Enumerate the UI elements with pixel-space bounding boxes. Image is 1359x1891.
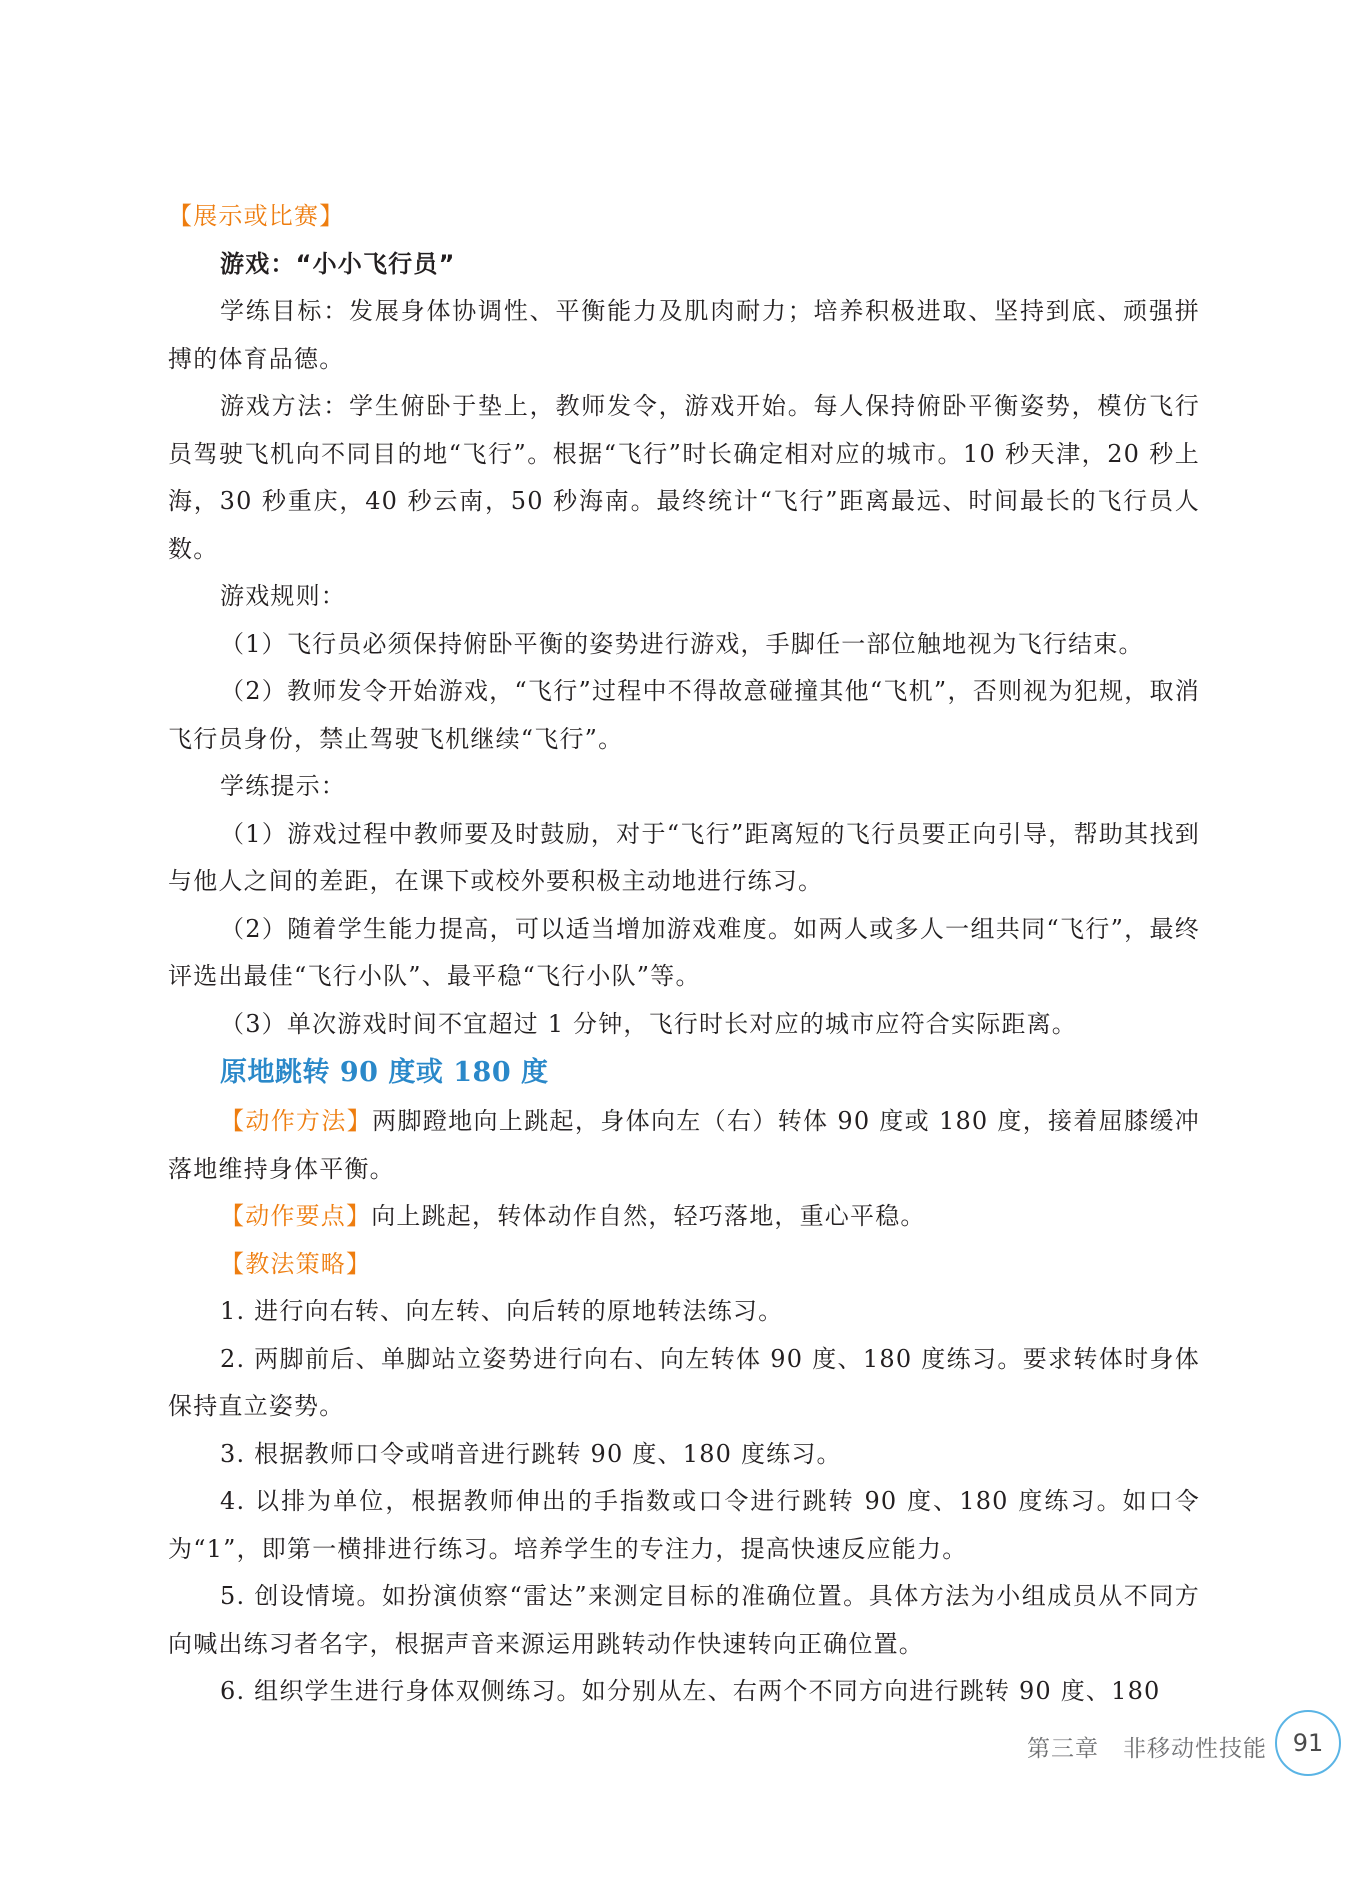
game-title: 游戏：“小小飞行员”: [220, 249, 456, 278]
strategy-item: 4. 以排为单位，根据教师伸出的手指数或口令进行跳转 90 度、180 度练习。如口令为“1”，即第一横排进行练习。培养学生的专注力，提高快速反应能力。: [168, 1487, 1200, 1563]
game-method: 游戏方法：学生俯卧于垫上，教师发令，游戏开始。每人保持俯卧平衡姿势，模仿飞行员驾驶飞机向不同目的地“飞行”。根据“飞行”时长确定相对应的城市。10 秒天津，20 秒上海，30 秒重庆，40 秒云南，50 秒海南。最终统计“飞行”距离最远、时间最长的飞行员人数。: [168, 392, 1200, 563]
strategy-item: 2. 两脚前后、单脚站立姿势进行向右、向左转体 90 度、180 度练习。要求转体时身体保持直立姿势。: [168, 1344, 1200, 1420]
section-tag-showcase: 【展示或比赛】: [168, 202, 345, 230]
page-number: 91: [1292, 1729, 1324, 1757]
page-number-badge: [1275, 1710, 1341, 1776]
strategy-item: 6. 组织学生进行身体双侧练习。如分别从左、右两个不同方向进行跳转 90 度、180: [220, 1677, 1161, 1705]
strategy-item: 1. 进行向右转、向左转、向后转的原地转法练习。: [220, 1297, 784, 1325]
action-points-tag: 【动作要点】: [220, 1202, 372, 1230]
game-tip-item: （2）随着学生能力提高，可以适当增加游戏难度。如两人或多人一组共同“飞行”，最终评选出最佳“飞行小队”、最平稳“飞行小队”等。: [168, 914, 1200, 990]
action-method-tag: 【动作方法】: [220, 1107, 373, 1135]
action-points-paragraph: [168, 1193, 1200, 1241]
game-tips-label: 学练提示：: [220, 772, 346, 800]
page-footer: [959, 1710, 1359, 1780]
page-content: [168, 193, 1200, 1716]
game-rule-item: （2）教师发令开始游戏，“飞行”过程中不得故意碰撞其他“飞机”，否则视为犯规，取消飞行员身份，禁止驾驶飞机继续“飞行”。: [168, 677, 1200, 753]
game-rules-label: 游戏规则：: [220, 582, 346, 610]
teaching-strategy-tag: 【教法策略】: [220, 1249, 372, 1278]
section-heading: 原地跳转 90 度或 180 度: [220, 1057, 549, 1088]
strategy-item: 5. 创设情境。如扮演侦察“雷达”来测定目标的准确位置。具体方法为小组成员从不同方向喊出练习者名字，根据声音来源运用跳转动作快速转向正确位置。: [168, 1582, 1200, 1658]
action-method-paragraph: [168, 1098, 1200, 1193]
game-tip-item: （3）单次游戏时间不宜超过 1 分钟，飞行时长对应的城市应符合实际距离。: [220, 1009, 1077, 1038]
game-goal: 学练目标：发展身体协调性、平衡能力及肌肉耐力；培养积极进取、坚持到底、顽强拼搏的体育品德。: [168, 297, 1200, 373]
strategy-item: 3. 根据教师口令或哨音进行跳转 90 度、180 度练习。: [220, 1439, 842, 1468]
chapter-label: 第三章 非移动性技能: [1027, 1736, 1267, 1762]
game-tip-item: （1）游戏过程中教师要及时鼓励，对于“飞行”距离短的飞行员要正向引导，帮助其找到与他人之间的差距，在课下或校外要积极主动地进行练习。: [168, 819, 1200, 895]
game-rule-item: （1）飞行员必须保持俯卧平衡的姿势进行游戏，手脚任一部位触地视为飞行结束。: [220, 629, 1144, 658]
action-method-text: 两脚蹬地向上跳起，身体向左（右）转体 90 度或 180 度，接着屈膝缓冲落地维持身体平衡。: [168, 1107, 1201, 1183]
action-points-text: 向上跳起，转体动作自然，轻巧落地，重心平稳。: [371, 1202, 926, 1230]
